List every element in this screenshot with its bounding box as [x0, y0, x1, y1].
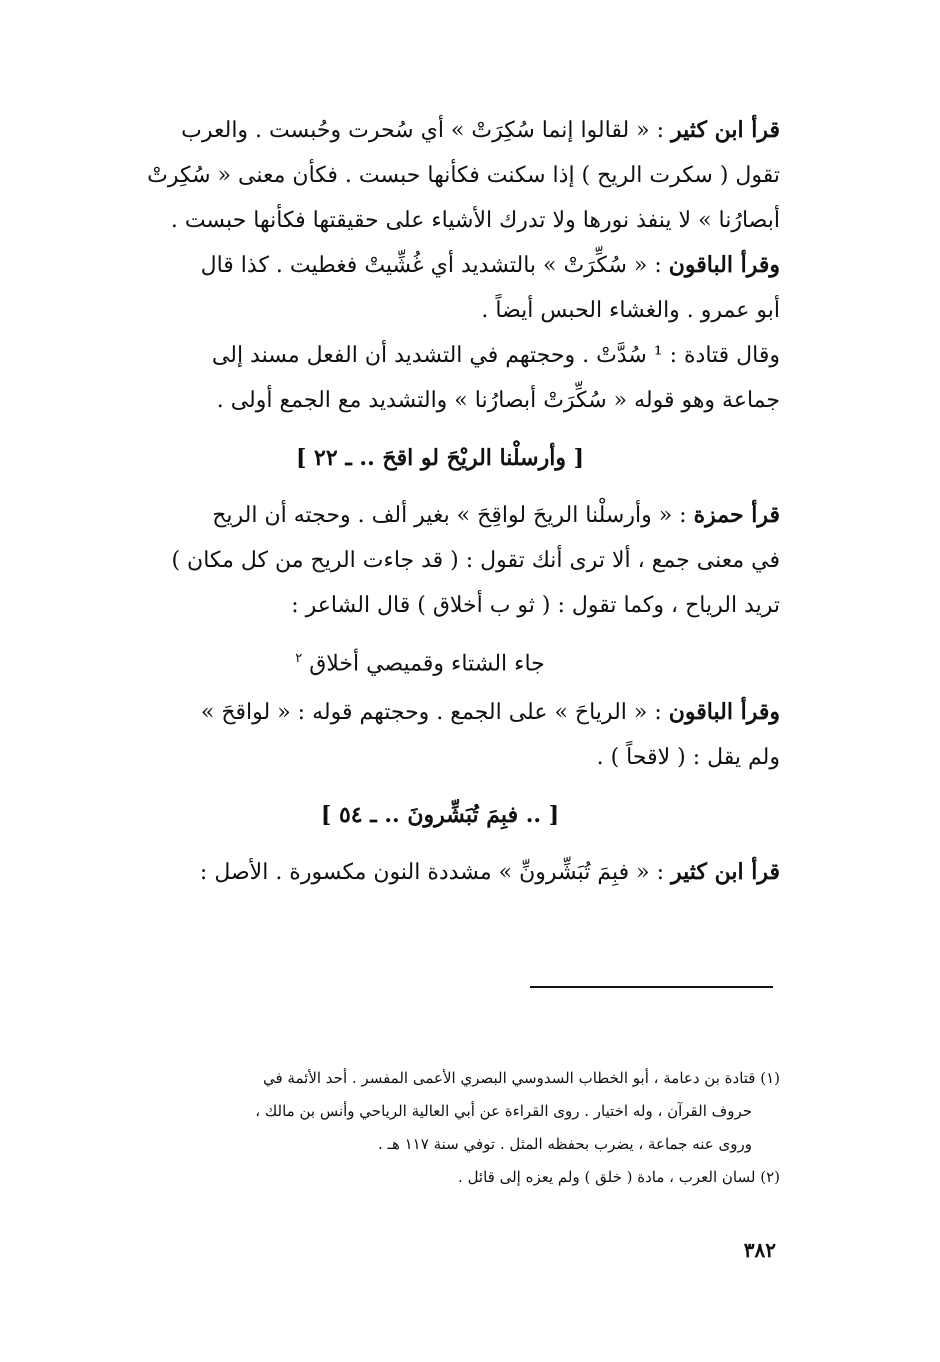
reader-name: قرأ ابن كثير: [671, 859, 780, 885]
text-line: ولم يقل : ( لاقحاً ) .: [596, 745, 780, 770]
text-line: وقال قتادة : ¹ سُدَّتْ . وحجتهم في التشديد أن الفعل مسند إلى: [211, 343, 780, 368]
text-line: وقرأ الباقون : « الرياحَ » على الجمع . وحجتهم قوله : « لواقحَ »: [200, 699, 780, 725]
main-text: [100, 108, 780, 895]
footnote-line: (١) قتادة بن دعامة ، أبو الخطاب السدوسي البصري الأعمى المفسر . أحد الأئمة في: [262, 1069, 780, 1087]
text-line: وقرأ الباقون : « سُكِّرَتْ » بالتشديد أي غُشِّيتْ فغطيت . كذا قال: [200, 252, 780, 278]
footnote-separator: [530, 986, 773, 988]
reader-name: وقرأ الباقون: [668, 699, 780, 725]
footnote-line: حروف القرآن ، وله اختيار . روى القراءة عن أبي العالية الرياحي وأنس بن مالك ،: [255, 1102, 752, 1120]
text-line: قرأ ابن كثير : « فبِمَ تُبَشِّرونِّ » مشددة النون مكسورة . الأصل :: [199, 859, 780, 885]
reader-name: قرأ حمزة: [693, 502, 780, 528]
text-line: تقول ( سكرت الريح ) إذا سكنت فكأنها حبست . فكأن معنى « سُكِرتْ: [147, 163, 780, 188]
page-number: ٣٨٢: [743, 1238, 776, 1262]
footnote-line: وروى عنه جماعة ، يضرب بحفظه المثل . توفي سنة ١١٧ هـ .: [378, 1135, 752, 1153]
text-line: أبو عمرو . والغشاء الحبس أيضاً .: [481, 298, 780, 323]
footnote-marker: ٢: [295, 651, 303, 666]
reader-name: قرأ ابن كثير: [671, 117, 780, 143]
verse-heading: [ وأرسلْنا الريْحَ لو اقحَ .. ـ ٢٢ ]: [295, 445, 585, 471]
footnote-line: (٢) لسان العرب ، مادة ( خلق ) ولم يعزه إلى قائل .: [458, 1168, 780, 1186]
verse-heading: [ .. فبِمَ تُبَشِّرونَ .. ـ ٥٤ ]: [320, 802, 560, 828]
poetry-verse: جاء الشتاء وقميصي أخلاق $^٢$: [295, 651, 545, 677]
text-line: جماعة وهو قوله « سُكِّرَتْ أبصارُنا » والتشديد مع الجمع أولى .: [216, 388, 780, 413]
text-line: قرأ ابن كثير : « لقالوا إنما سُكِرَتْ » أي سُحرت وحُبست . والعرب: [181, 117, 780, 143]
text-line: في معنى جمع ، ألا ترى أنك تقول : ( قد جاءت الريح من كل مكان ): [171, 548, 780, 573]
text-line: قرأ حمزة : « وأرسلْنا الريحَ لواقِحَ » بغير ألف . وحجته أن الريح: [212, 502, 780, 528]
text-line: تريد الرياح ، وكما تقول : ( ثو ب أخلاق ) قال الشاعر :: [291, 593, 780, 618]
text-line: أبصارُنا » لا ينفذ نورها ولا تدرك الأشياء على حقيقتها فكأنها حبست .: [170, 208, 780, 233]
reader-name: وقرأ الباقون: [668, 252, 780, 278]
footnotes: [100, 1062, 780, 1194]
